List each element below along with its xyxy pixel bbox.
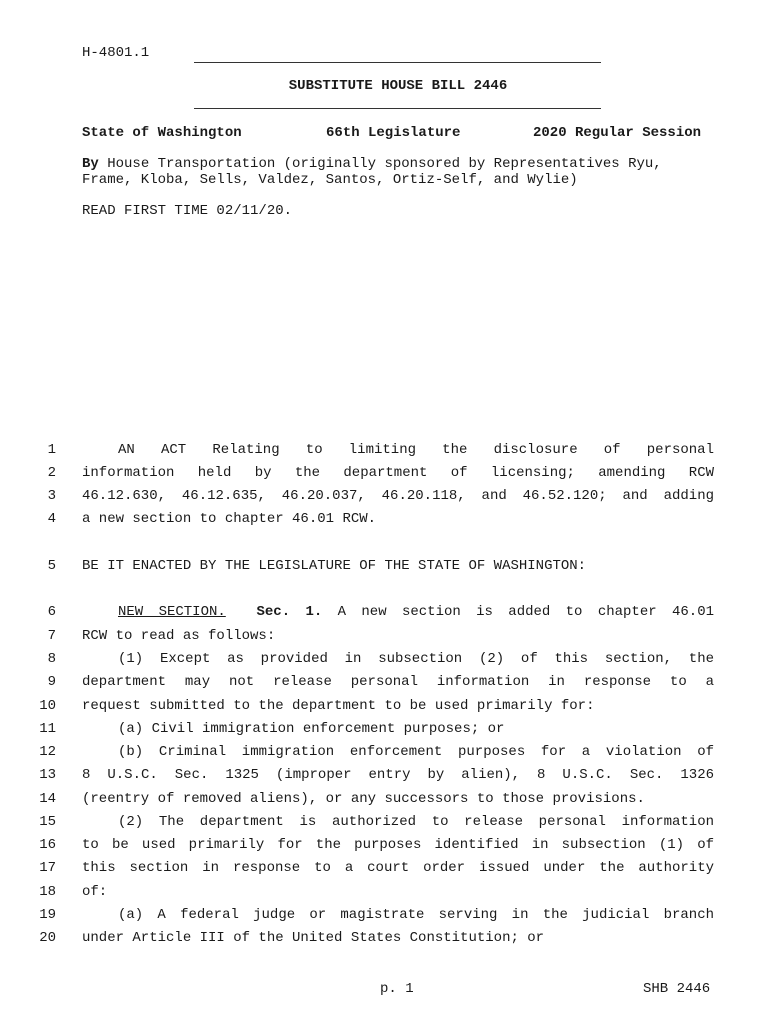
line-number: 4 [47,511,56,527]
by-label: By [82,156,99,172]
body-line: RCW to read as follows: [82,628,276,644]
body-line: (2) The department is authorized to release personal information [118,814,714,830]
body-line: (b) Criminal immigration enforcement purposes for a violation of [118,744,714,760]
line-number: 19 [39,907,56,923]
body-line [118,603,714,621]
line-number: 16 [39,837,56,853]
section-text: A new section is added to chapter 46.01 [337,604,714,620]
line-number: 20 [39,930,56,946]
body-line: (a) A federal judge or magistrate serving in the judicial branch [118,907,714,923]
body-line: AN ACT Relating to limiting the disclosure of personal [118,442,714,458]
body-line: department may not release personal information in response to a [82,674,714,690]
line-number: 6 [47,604,56,620]
title-rule [194,108,601,109]
body-line: request submitted to the department to be used primarily for: [82,698,595,714]
body-line: information held by the department of licensing; amending RCW [82,465,714,481]
body-line: (reentry of removed aliens), or any successors to those provisions. [82,791,645,807]
sponsor-line-1 [82,156,662,172]
document-id: H-4801.1 [82,45,150,61]
read-first-time: READ FIRST TIME 02/11/20. [82,203,293,219]
line-number: 14 [39,791,56,807]
section-number: Sec. 1. [256,604,323,620]
new-section-label: NEW SECTION. [118,604,226,620]
body-line: BE IT ENACTED BY THE LEGISLATURE OF THE STATE OF WASHINGTON: [82,558,587,574]
body-line: a new section to chapter 46.01 RCW. [82,511,377,527]
line-number: 5 [47,558,56,574]
body-line: this section in response to a court order issued under the authority [82,860,714,876]
body-line: of: [82,884,108,900]
page-number: p. 1 [380,981,414,997]
body-line: under Article III of the United States Constitution; or [82,930,545,946]
legislature-label: 66th Legislature [326,125,461,141]
body-line: 8 U.S.C. Sec. 1325 (improper entry by alien), 8 U.S.C. Sec. 1326 [82,767,714,783]
bill-title: SUBSTITUTE HOUSE BILL 2446 [288,78,508,94]
top-rule [194,62,601,63]
body-line: to be used primarily for the purposes identified in subsection (1) of [82,837,714,853]
line-number: 18 [39,884,56,900]
line-number: 15 [39,814,56,830]
line-number: 13 [39,767,56,783]
body-line: 46.12.630, 46.12.635, 46.20.037, 46.20.118, and 46.52.120; and adding [82,488,714,504]
line-number: 9 [47,674,56,690]
line-number: 17 [39,860,56,876]
line-number: 10 [39,698,56,714]
body-line: (1) Except as provided in subsection (2) of this section, the [118,651,714,667]
line-number: 8 [47,651,56,667]
state-label: State of Washington [82,125,242,141]
sponsor-line-2: Frame, Kloba, Sells, Valdez, Santos, Ortiz-Self, and Wylie) [82,172,578,188]
line-number: 2 [47,465,56,481]
session-label: 2020 Regular Session [533,125,702,141]
sponsor-text-1: House Transportation (originally sponsored by Representatives Ryu, [98,156,662,172]
line-number: 12 [39,744,56,760]
line-number: 1 [47,442,56,458]
line-number: 11 [39,721,56,737]
line-number: 3 [47,488,56,504]
line-number: 7 [47,628,56,644]
body-line: (a) Civil immigration enforcement purposes; or [118,721,505,737]
footer-bill-id: SHB 2446 [643,981,711,997]
